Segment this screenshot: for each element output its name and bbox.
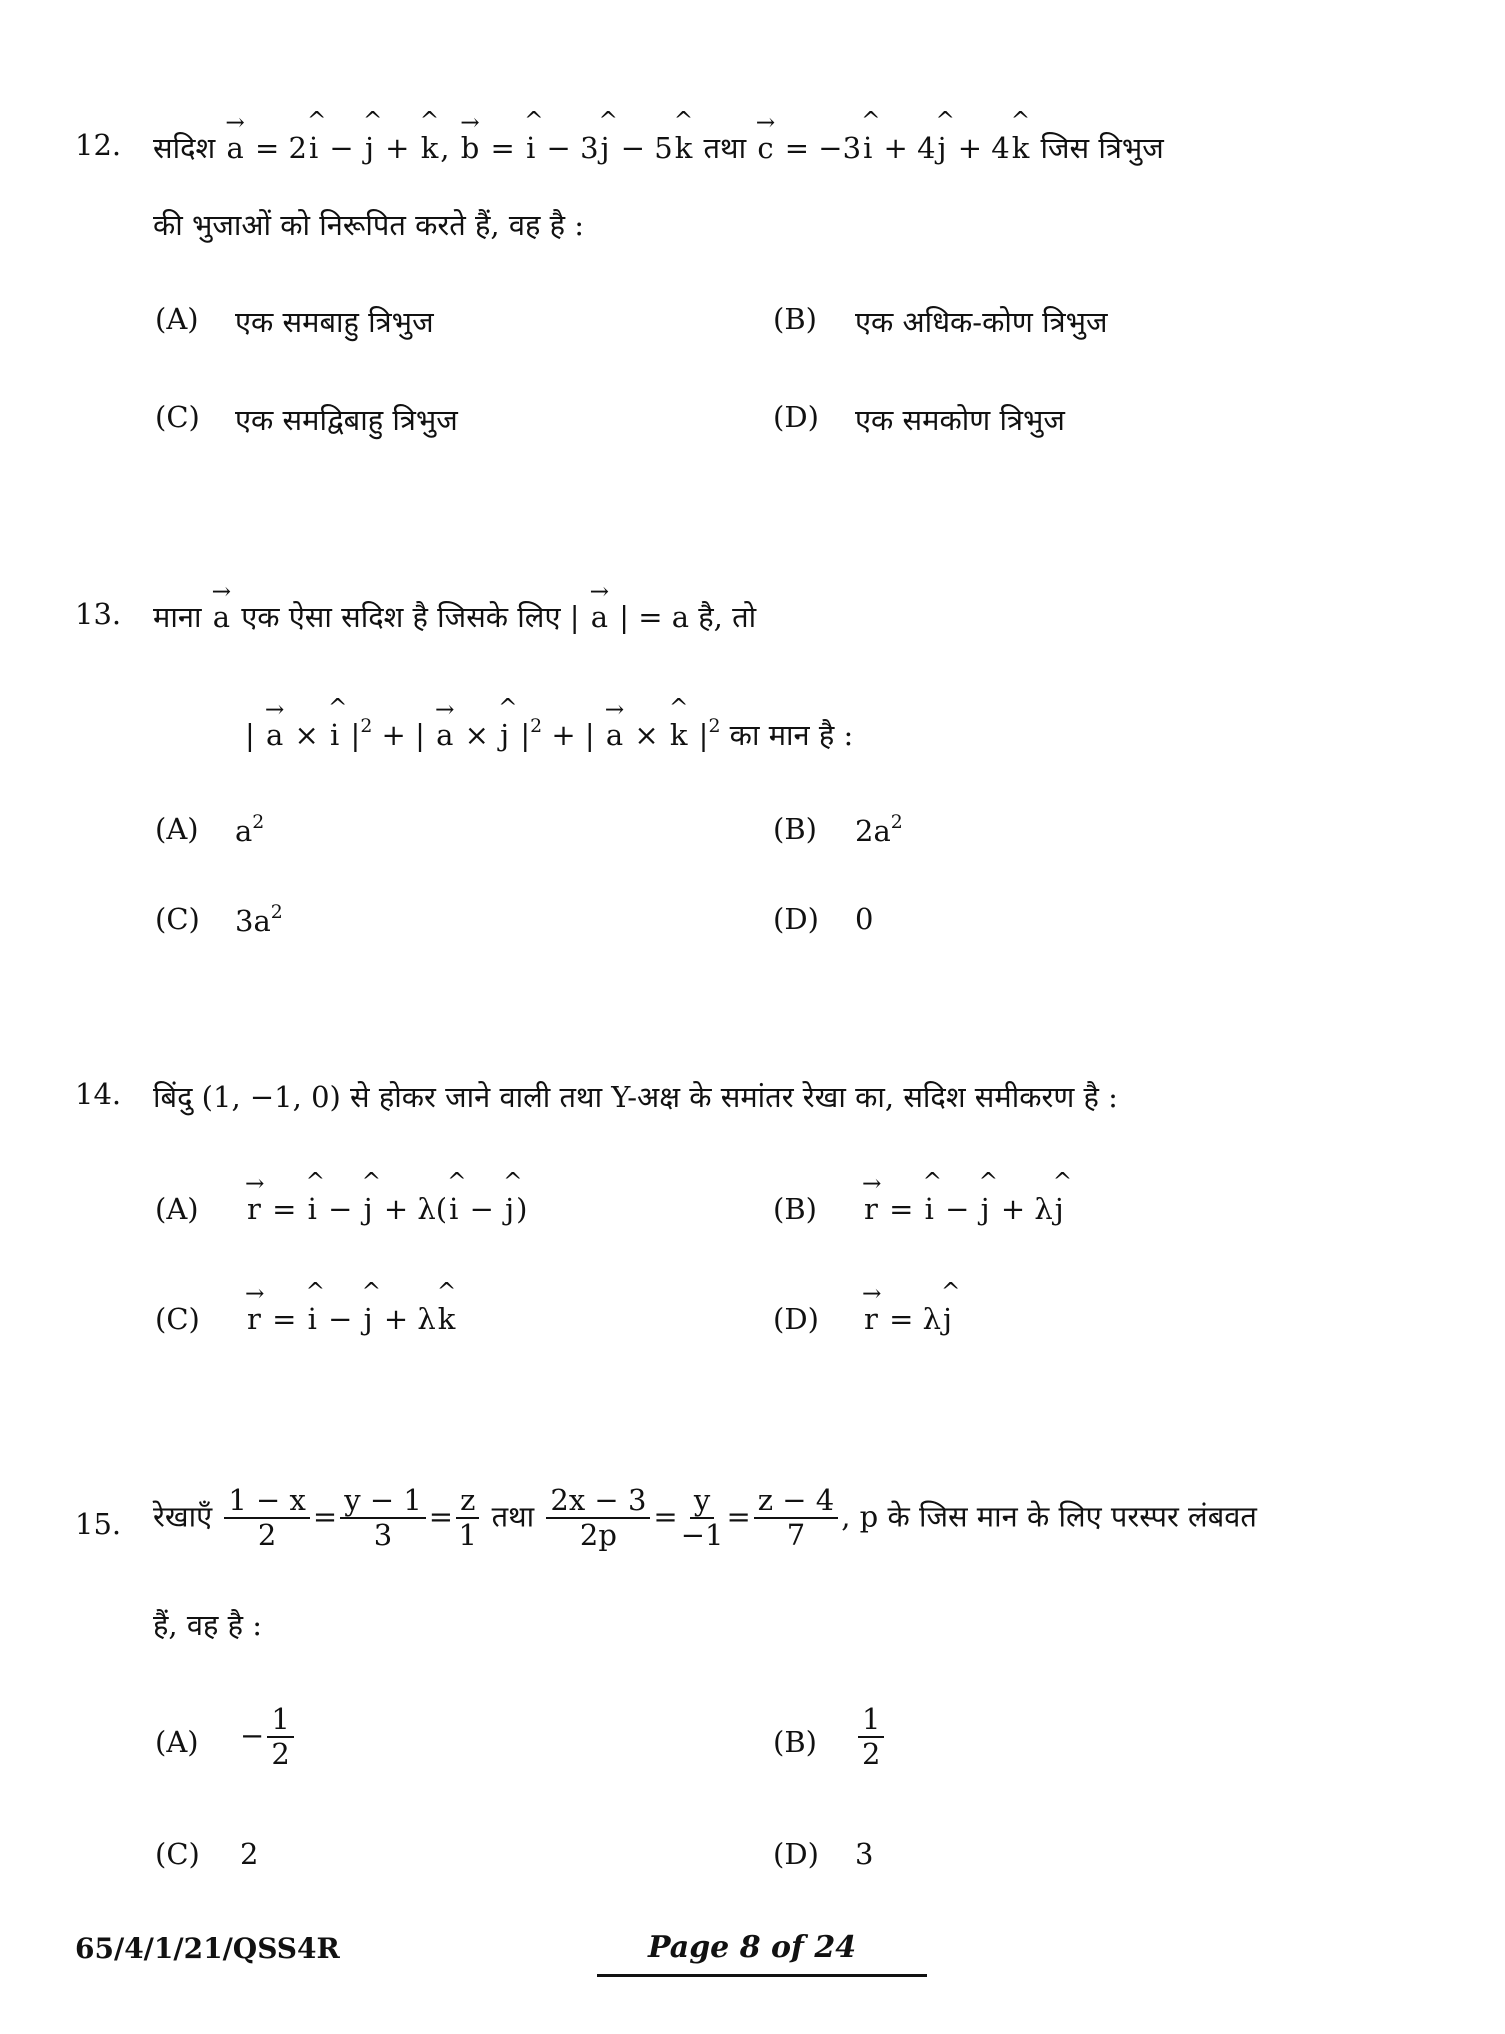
numerator: 1 [858,1703,884,1738]
numerator: y [690,1484,714,1519]
vector-letter: r [247,1192,261,1226]
text-run: − [318,1302,362,1336]
numerator: 1 − x [224,1484,310,1519]
denominator: 7 [786,1518,806,1553]
hat-icon: ^ [361,1277,382,1305]
unit-vector [1010,106,1032,165]
superscript: 2 [708,715,721,737]
option-label: (B) [773,302,817,336]
question-text-line [153,106,1164,167]
text-run: 3a [235,904,271,939]
fraction [681,1484,724,1553]
hat-icon: ^ [305,1277,326,1305]
vector-arrow-icon: → [862,1280,882,1308]
text-run: = [481,131,525,165]
fraction [224,1484,310,1553]
option-text [245,1277,457,1336]
numerator: 2x − 3 [546,1484,650,1519]
text-run: ) [516,1192,528,1226]
question-number: 12. [75,128,122,162]
unit-vector [941,1277,961,1336]
text-run: हैं, वह है : [153,1608,262,1642]
text-run: माना [153,600,211,634]
option-text [855,1703,887,1772]
vector-arrow-icon: → [755,109,776,137]
text-run: + λ [374,1302,436,1336]
text-run: एक समद्विबाहु त्रिभुज [235,403,458,437]
text-run: = [262,1302,306,1336]
unit-vector-letter: i [526,131,536,165]
vector-arrow-icon: → [589,578,610,606]
fraction [858,1703,884,1772]
vector-arrow-icon: → [245,1170,265,1198]
option-label: (A) [155,302,199,336]
superscript: 2 [252,812,265,833]
text-run: की भुजाओं को निरूपित करते हैं, वह है : [153,208,584,242]
text-run: × [625,718,668,752]
option-label: (D) [773,1837,819,1871]
vector-arrow-icon: → [604,696,625,724]
text-run: , [440,131,459,165]
unit-vector-letter: j [364,131,374,165]
text-run: + λ( [374,1192,448,1226]
unit-vector [361,1167,382,1226]
superscript: 2 [890,812,903,833]
vector-arrow-icon: → [460,109,480,137]
numerator: y − 1 [340,1484,426,1519]
unit-vector-letter: i [863,131,873,165]
numerator: z [456,1484,479,1519]
text-run: , p के जिस मान के लिए परस्पर लंबवत [841,1499,1257,1534]
text-run: एक अधिक-कोण त्रिभुज [855,305,1108,339]
option-label: (D) [773,902,819,936]
unit-vector-letter: i [307,1302,317,1336]
option-label: (A) [155,1725,199,1759]
option-text [240,1703,297,1772]
text-run: | = a है, तो [610,600,757,634]
option-text [855,302,1108,341]
vector-arrow-icon: → [245,1280,265,1308]
vector-letter: a [266,718,284,752]
text-run: जिस त्रिभुज [1031,131,1164,165]
superscript: 2 [530,715,543,737]
vector-letter: a [226,131,244,165]
text-run: एक समबाहु त्रिभुज [235,305,434,339]
text-run: = [428,1499,454,1534]
vector-letter: a [436,718,454,752]
hat-icon: ^ [668,693,689,721]
option-label: (B) [773,1725,817,1759]
unit-vector-letter: k [437,1302,456,1336]
unit-vector [598,106,618,165]
unit-vector [524,106,544,165]
vector-letter: a [212,600,230,634]
superscript: 2 [270,902,283,923]
text-run: + | [542,718,604,752]
unit-vector-letter: j [980,1192,990,1226]
unit-vector [328,693,348,752]
hat-icon: ^ [419,106,440,134]
text-run: + 4 [874,131,936,165]
hat-icon: ^ [1052,1167,1073,1195]
hat-icon: ^ [503,1167,523,1195]
hat-icon: ^ [922,1167,943,1195]
option-label: (B) [773,812,817,846]
option-text [862,1277,961,1336]
vector-symbol [862,1170,882,1226]
option-text [855,1837,873,1871]
hat-icon: ^ [935,106,955,134]
vector-letter: r [864,1192,878,1226]
vector-letter: c [757,131,774,165]
question-text-line [153,578,757,636]
option-label: (C) [155,1837,200,1871]
question-number: 15. [75,1507,122,1541]
unit-vector-letter: i [449,1192,459,1226]
text-run: | [341,718,361,752]
fraction [267,1703,293,1772]
text-run: − [935,1192,979,1226]
question-formula [245,693,854,754]
vector-letter: b [460,131,480,165]
hat-icon: ^ [861,106,881,134]
unit-vector [861,106,881,165]
paper-code: 65/4/1/21/QSS4R [75,1932,340,1965]
text-run: तथा [694,131,756,165]
unit-vector [498,693,518,752]
text-run: | [511,718,531,752]
denominator: 1 [458,1518,477,1553]
unit-vector [668,693,690,752]
option-label: (C) [155,400,200,434]
hat-icon: ^ [328,693,348,721]
unit-vector-letter: i [307,1192,317,1226]
unit-vector [922,1167,943,1226]
denominator: 2p [579,1518,617,1553]
text-run: एक ऐसा सदिश है जिसके लिए | [231,600,589,634]
question-text-line [153,205,584,244]
unit-vector-letter: j [937,131,947,165]
superscript: 2 [360,715,373,737]
denominator: 2 [271,1737,290,1772]
hat-icon: ^ [673,106,694,134]
text-run: − 3 [537,131,599,165]
option-label: (C) [155,1302,200,1336]
fraction [754,1484,838,1553]
unit-vector [436,1277,458,1336]
question-text-line [153,1077,1118,1116]
vector-arrow-icon: → [264,696,285,724]
text-run: = 2 [245,131,307,165]
option-label: (A) [155,1192,199,1226]
unit-vector [447,1167,467,1226]
text-run: 0 [855,902,874,936]
option-text [862,1167,1073,1226]
text-run: का मान है : [720,718,854,752]
fraction [546,1484,650,1553]
option-label: (A) [155,812,199,846]
text-run: = [879,1192,923,1226]
unit-vector-letter: j [1054,1192,1064,1226]
vector-letter: r [247,1302,261,1336]
unit-vector [978,1167,999,1226]
option-label: (D) [773,400,819,434]
unit-vector-letter: j [363,1192,373,1226]
option-label: (D) [773,1302,819,1336]
vector-symbol [211,578,232,634]
text-run: | [689,718,709,752]
unit-vector [361,1277,382,1336]
option-text [855,902,873,936]
unit-vector-letter: k [1011,131,1030,165]
vector-symbol [459,109,482,165]
vector-symbol [264,696,285,752]
option-text [235,302,434,341]
hat-icon: ^ [361,1167,382,1195]
unit-vector [305,1277,326,1336]
text-run: + λ [991,1192,1053,1226]
vector-symbol [604,696,625,752]
text-run: − [240,1718,265,1753]
question-text-line [153,1484,1257,1553]
hat-icon: ^ [305,1167,326,1195]
hat-icon: ^ [524,106,544,134]
option-text [235,812,264,848]
text-run: = [653,1499,678,1534]
text-run: − [320,131,363,165]
vector-symbol [755,109,776,165]
vector-symbol [862,1280,882,1336]
unit-vector [673,106,695,165]
vector-arrow-icon: → [225,109,245,137]
question-number: 13. [75,597,122,631]
vector-symbol [245,1170,265,1226]
unit-vector-letter: i [924,1192,934,1226]
option-label: (B) [773,1192,817,1226]
unit-vector [362,106,383,165]
text-run: × [455,718,499,752]
text-run: 2 [240,1837,259,1871]
page-number: Page 8 of 24 [648,1930,857,1965]
text-run: एक समकोण त्रिभुज [855,403,1065,437]
unit-vector-letter: i [330,718,340,752]
question-number: 14. [75,1077,122,1111]
unit-vector [419,106,441,165]
denominator: 2 [257,1518,277,1553]
text-run: = λ [879,1302,941,1336]
hat-icon: ^ [306,106,327,134]
text-run: 3 [855,1837,874,1871]
hat-icon: ^ [941,1277,961,1305]
text-run: + | [372,718,435,752]
option-text [235,902,283,938]
vector-symbol [589,578,610,634]
unit-vector-letter: j [600,131,610,165]
vector-letter: a [590,600,609,634]
text-run: = [262,1192,306,1226]
text-run: + 4 [948,131,1010,165]
option-text [855,812,903,848]
hat-icon: ^ [362,106,383,134]
vector-letter: a [605,718,624,752]
text-run: a [235,814,253,849]
unit-vector-letter: j [363,1302,373,1336]
vector-arrow-icon: → [862,1170,882,1198]
denominator: 3 [373,1518,393,1553]
unit-vector-letter: k [674,131,693,165]
vector-symbol [224,109,245,165]
text-run: × [285,718,329,752]
unit-vector-letter: i [308,131,319,165]
text-run: 2a [855,814,891,849]
option-text [855,400,1065,439]
unit-vector [935,106,955,165]
hat-icon: ^ [447,1167,467,1195]
text-run: सदिश [153,131,225,165]
text-run: − 5 [611,131,673,165]
hat-icon: ^ [436,1277,457,1305]
vector-symbol [434,696,455,752]
denominator: 2 [862,1737,881,1772]
hat-icon: ^ [498,693,518,721]
vector-arrow-icon: → [211,578,232,606]
text-run: = −3 [775,131,862,165]
vector-letter: r [864,1302,878,1336]
fraction [456,1484,479,1553]
hat-icon: ^ [1010,106,1031,134]
text-run: रेखाएँ [153,1499,222,1534]
unit-vector-letter: k [420,131,439,165]
text-run: = [726,1499,751,1534]
unit-vector [503,1167,523,1226]
vector-arrow-icon: → [434,696,455,724]
unit-vector-letter: j [505,1192,515,1226]
unit-vector [1052,1167,1073,1226]
unit-vector-letter: j [500,718,510,752]
text-run: − [460,1192,504,1226]
numerator: 1 [267,1703,293,1738]
option-text [235,400,458,439]
text-run: बिंदु (1, −1, 0) से होकर जाने वाली तथा Y-अक्ष के समांतर रेखा का, सदिश समीकरण है : [153,1080,1118,1114]
page-number-underline [597,1974,927,1977]
text-run: − [318,1192,362,1226]
unit-vector [305,1167,326,1226]
text-run: तथा [482,1499,544,1534]
unit-vector [306,106,327,165]
hat-icon: ^ [598,106,618,134]
text-run: | [245,718,264,752]
option-text [240,1837,258,1871]
question-text-line [153,1605,262,1644]
text-run: = [312,1499,338,1534]
unit-vector-letter: j [943,1302,952,1336]
unit-vector-letter: k [669,718,688,752]
fraction [340,1484,426,1553]
denominator: −1 [680,1518,724,1553]
hat-icon: ^ [978,1167,999,1195]
option-label: (C) [155,902,200,936]
option-text [245,1167,528,1226]
numerator: z − 4 [754,1484,838,1519]
text-run: + [375,131,419,165]
vector-symbol [245,1280,265,1336]
